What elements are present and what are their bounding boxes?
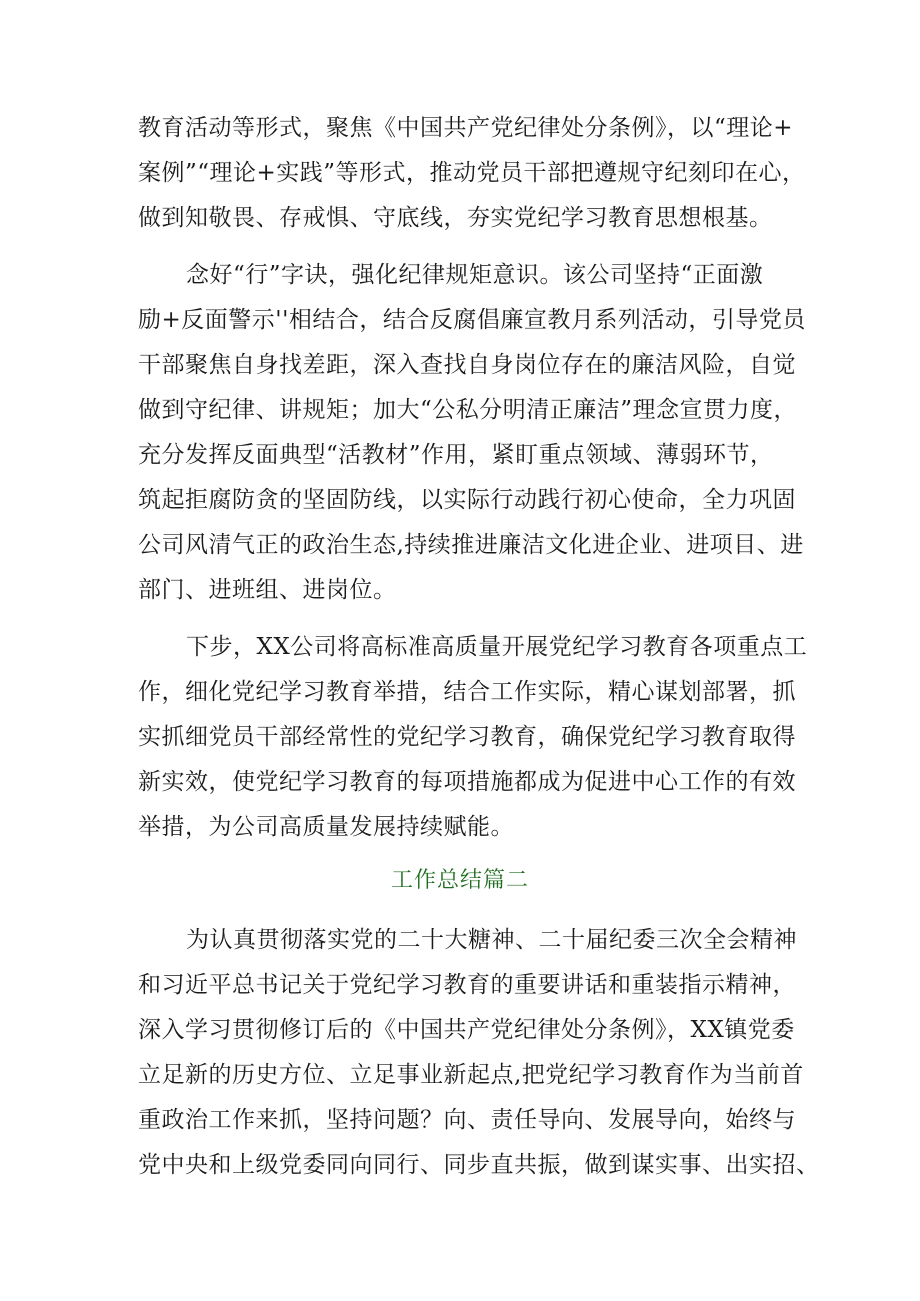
section-heading: 工作总结篇二 (390, 868, 529, 893)
paragraph-line: 深入学习贯彻修订后的《中国共产党纪律处分条例》，XX镇党委 (138, 1017, 795, 1043)
paragraph-line: 实抓细党员干部经常性的党纪学习教育，确保党纪学习教育取得 (138, 724, 796, 750)
paragraph-line: 公司风清气正的政治生态,持续推进廉洁文化进企业、进项目、进 (138, 532, 804, 558)
paragraph-line: 做到守纪律、讲规矩；加大“公私分明清正廉洁”理念宣贯力度， (138, 397, 798, 423)
paragraph-line: 筑起拒腐防贪的坚固防线，以实际行动践行初心使命，全力巩固 (138, 487, 796, 513)
paragraph-line: 和习近平总书记关于党纪学习教育的重要讲话和重装指示精神， (138, 972, 796, 998)
paragraph-line: 重政治工作来抓，坚持问题？向、责任导向、发展导向，始终与 (138, 1107, 796, 1133)
paragraph-line: 党中央和上级党委同向同行、同步直共振，做到谋实事、出实招、 (138, 1152, 820, 1178)
paragraph-line: 干部聚焦自身找差距，深入查找自身岗位存在的廉洁风险，自觉 (138, 352, 796, 378)
paragraph-line: 部门、进班组、进岗位。 (138, 577, 397, 603)
paragraph-line: 举措，为公司高质量发展持续赋能。 (138, 814, 514, 840)
paragraph-line: 新实效，使党纪学习教育的每项措施都成为促进中心工作的有效 (138, 769, 796, 795)
paragraph-line: 充分发挥反面典型“活教材”作用，紧盯重点领域、薄弱环节， (138, 442, 774, 468)
paragraph-line: 作，细化党纪学习教育举措，结合工作实际，精心谋划部署，抓 (138, 679, 796, 705)
paragraph-line: 下步，XX公司将高标准高质量开展党纪学习教育各项重点工 (186, 634, 808, 660)
paragraph-line: 励+反面警示''相结合，结合反腐倡廉宣教月系列活动，引导党员 (138, 307, 806, 333)
paragraph-line: 教育活动等形式，聚焦《中国共产党纪律处分条例》，以“理论+ (138, 115, 794, 141)
paragraph-line: 念好“行”字诀，强化纪律规矩意识。该公司坚持“正面激 (186, 262, 764, 288)
paragraph-line: 为认真贯彻落实党的二十大糖神、二十届纪委三次全会精神 (186, 927, 797, 953)
paragraph-line: 做到知敬畏、存戒惧、守底线，夯实党纪学习教育思想根基。 (138, 205, 773, 231)
paragraph-line: 立足新的历史方位、立足事业新起点,把党纪学习教育作为当前首 (138, 1062, 804, 1088)
paragraph-line: 案例”“理论+实践”等形式，推动党员干部把遵规守纪刻印在心， (138, 160, 806, 186)
